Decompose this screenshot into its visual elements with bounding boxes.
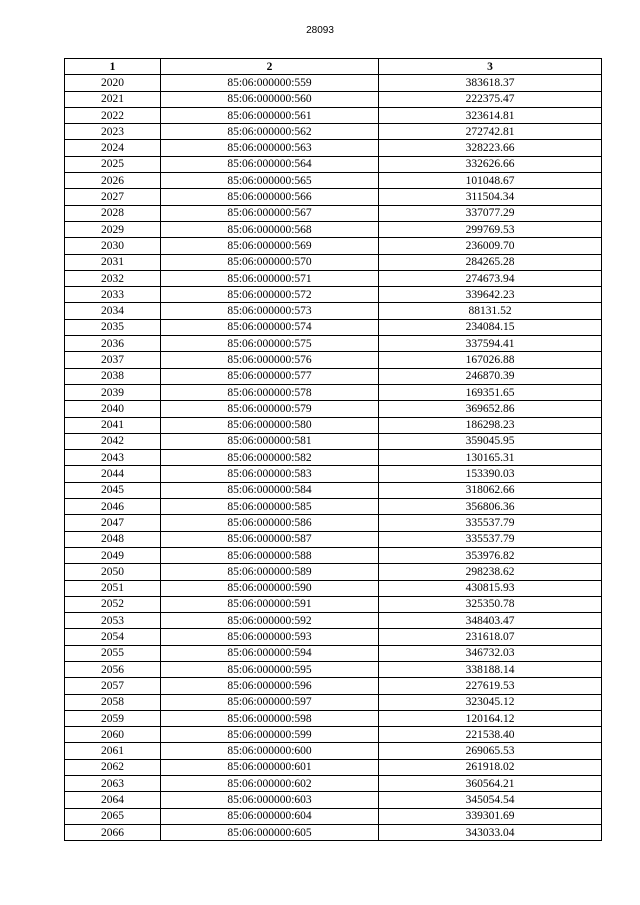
table-row [65,776,602,792]
cadastral-number-cell: 85:06:000000:583 [161,466,379,482]
row-number-cell: 2059 [65,710,161,726]
cadastral-number-cell: 85:06:000000:588 [161,547,379,563]
cadastral-number-cell: 85:06:000000:570 [161,254,379,270]
row-number-cell: 2057 [65,678,161,694]
value-cell: 274673.94 [379,270,602,286]
value-cell: 328223.66 [379,140,602,156]
cadastral-number-cell: 85:06:000000:567 [161,205,379,221]
row-number-cell: 2020 [65,75,161,91]
value-cell: 221538.40 [379,727,602,743]
cadastral-number-cell: 85:06:000000:579 [161,401,379,417]
row-number-cell: 2047 [65,515,161,531]
table-row [65,759,602,775]
table-row [65,270,602,286]
cadastral-number-cell: 85:06:000000:600 [161,743,379,759]
value-cell: 234084.15 [379,319,602,335]
table-row [65,352,602,368]
cadastral-number-cell: 85:06:000000:585 [161,499,379,515]
table-row [65,824,602,840]
row-number-cell: 2046 [65,499,161,515]
row-number-cell: 2041 [65,417,161,433]
row-number-cell: 2040 [65,401,161,417]
table-body [65,75,602,841]
cadastral-number-cell: 85:06:000000:576 [161,352,379,368]
row-number-cell: 2030 [65,238,161,254]
cadastral-number-cell: 85:06:000000:565 [161,173,379,189]
value-cell: 335537.79 [379,515,602,531]
table-row [65,629,602,645]
table-row [65,417,602,433]
table-row [65,645,602,661]
header-row [65,59,602,75]
row-number-cell: 2044 [65,466,161,482]
table-row [65,287,602,303]
cadastral-number-cell: 85:06:000000:575 [161,336,379,352]
value-cell: 284265.28 [379,254,602,270]
row-number-cell: 2026 [65,173,161,189]
cadastral-number-cell: 85:06:000000:572 [161,287,379,303]
table-row [65,189,602,205]
row-number-cell: 2043 [65,450,161,466]
column-header-1: 1 [65,59,161,75]
row-number-cell: 2052 [65,596,161,612]
cadastral-number-cell: 85:06:000000:562 [161,124,379,140]
value-cell: 227619.53 [379,678,602,694]
table-row [65,792,602,808]
table-row [65,221,602,237]
row-number-cell: 2060 [65,727,161,743]
row-number-cell: 2048 [65,531,161,547]
cadastral-number-cell: 85:06:000000:568 [161,221,379,237]
registry-table [64,58,602,841]
value-cell: 325350.78 [379,596,602,612]
value-cell: 269065.53 [379,743,602,759]
cadastral-number-cell: 85:06:000000:569 [161,238,379,254]
page-number: 28093 [306,25,334,36]
value-cell: 101048.67 [379,173,602,189]
row-number-cell: 2056 [65,661,161,677]
value-cell: 332626.66 [379,156,602,172]
value-cell: 323045.12 [379,694,602,710]
row-number-cell: 2061 [65,743,161,759]
cadastral-number-cell: 85:06:000000:597 [161,694,379,710]
row-number-cell: 2036 [65,336,161,352]
value-cell: 353976.82 [379,547,602,563]
value-cell: 246870.39 [379,368,602,384]
cadastral-number-cell: 85:06:000000:595 [161,661,379,677]
cadastral-number-cell: 85:06:000000:591 [161,596,379,612]
value-cell: 298238.62 [379,564,602,580]
row-number-cell: 2039 [65,384,161,400]
cadastral-number-cell: 85:06:000000:596 [161,678,379,694]
table-row [65,433,602,449]
cadastral-number-cell: 85:06:000000:592 [161,613,379,629]
row-number-cell: 2022 [65,107,161,123]
cadastral-number-cell: 85:06:000000:561 [161,107,379,123]
row-number-cell: 2055 [65,645,161,661]
row-number-cell: 2049 [65,547,161,563]
cadastral-number-cell: 85:06:000000:578 [161,384,379,400]
table-row [65,499,602,515]
row-number-cell: 2032 [65,270,161,286]
column-header-2: 2 [161,59,379,75]
cadastral-number-cell: 85:06:000000:560 [161,91,379,107]
table-row [65,564,602,580]
table-row [65,613,602,629]
value-cell: 261918.02 [379,759,602,775]
row-number-cell: 2023 [65,124,161,140]
cadastral-number-cell: 85:06:000000:580 [161,417,379,433]
table-row [65,808,602,824]
value-cell: 339301.69 [379,808,602,824]
cadastral-number-cell: 85:06:000000:590 [161,580,379,596]
value-cell: 346732.03 [379,645,602,661]
value-cell: 369652.86 [379,401,602,417]
row-number-cell: 2051 [65,580,161,596]
value-cell: 356806.36 [379,499,602,515]
value-cell: 130165.31 [379,450,602,466]
value-cell: 272742.81 [379,124,602,140]
table-row [65,710,602,726]
value-cell: 359045.95 [379,433,602,449]
value-cell: 153390.03 [379,466,602,482]
table-row [65,91,602,107]
value-cell: 311504.34 [379,189,602,205]
table-row [65,580,602,596]
cadastral-number-cell: 85:06:000000:586 [161,515,379,531]
table-row [65,107,602,123]
table-row [65,743,602,759]
value-cell: 88131.52 [379,303,602,319]
value-cell: 231618.07 [379,629,602,645]
row-number-cell: 2054 [65,629,161,645]
table-header [65,59,602,75]
row-number-cell: 2038 [65,368,161,384]
row-number-cell: 2058 [65,694,161,710]
value-cell: 360564.21 [379,776,602,792]
value-cell: 383618.37 [379,75,602,91]
cadastral-number-cell: 85:06:000000:581 [161,433,379,449]
row-number-cell: 2065 [65,808,161,824]
table-row [65,515,602,531]
cadastral-number-cell: 85:06:000000:559 [161,75,379,91]
row-number-cell: 2062 [65,759,161,775]
value-cell: 186298.23 [379,417,602,433]
row-number-cell: 2037 [65,352,161,368]
value-cell: 169351.65 [379,384,602,400]
row-number-cell: 2029 [65,221,161,237]
table-row [65,75,602,91]
row-number-cell: 2064 [65,792,161,808]
cadastral-number-cell: 85:06:000000:604 [161,808,379,824]
cadastral-number-cell: 85:06:000000:563 [161,140,379,156]
column-header-3: 3 [379,59,602,75]
cadastral-number-cell: 85:06:000000:598 [161,710,379,726]
cadastral-number-cell: 85:06:000000:573 [161,303,379,319]
cadastral-number-cell: 85:06:000000:564 [161,156,379,172]
table-row [65,547,602,563]
table-row [65,368,602,384]
table-row [65,531,602,547]
value-cell: 335537.79 [379,531,602,547]
table-row [65,466,602,482]
row-number-cell: 2031 [65,254,161,270]
table-row [65,238,602,254]
table-row [65,694,602,710]
table-row [65,140,602,156]
table-row [65,173,602,189]
cadastral-number-cell: 85:06:000000:594 [161,645,379,661]
table-row [65,124,602,140]
cadastral-number-cell: 85:06:000000:571 [161,270,379,286]
value-cell: 338188.14 [379,661,602,677]
row-number-cell: 2053 [65,613,161,629]
table-row [65,482,602,498]
row-number-cell: 2066 [65,824,161,840]
row-number-cell: 2034 [65,303,161,319]
row-number-cell: 2042 [65,433,161,449]
cadastral-number-cell: 85:06:000000:602 [161,776,379,792]
table-row [65,596,602,612]
table-row [65,319,602,335]
table-row [65,401,602,417]
row-number-cell: 2028 [65,205,161,221]
row-number-cell: 2021 [65,91,161,107]
value-cell: 167026.88 [379,352,602,368]
row-number-cell: 2063 [65,776,161,792]
row-number-cell: 2035 [65,319,161,335]
value-cell: 343033.04 [379,824,602,840]
cadastral-number-cell: 85:06:000000:599 [161,727,379,743]
row-number-cell: 2025 [65,156,161,172]
value-cell: 337077.29 [379,205,602,221]
table-row [65,661,602,677]
cadastral-number-cell: 85:06:000000:582 [161,450,379,466]
value-cell: 222375.47 [379,91,602,107]
value-cell: 236009.70 [379,238,602,254]
value-cell: 318062.66 [379,482,602,498]
table-row [65,384,602,400]
row-number-cell: 2045 [65,482,161,498]
cadastral-number-cell: 85:06:000000:584 [161,482,379,498]
table-row [65,727,602,743]
cadastral-number-cell: 85:06:000000:603 [161,792,379,808]
value-cell: 323614.81 [379,107,602,123]
row-number-cell: 2024 [65,140,161,156]
table-row [65,156,602,172]
cadastral-number-cell: 85:06:000000:566 [161,189,379,205]
value-cell: 430815.93 [379,580,602,596]
row-number-cell: 2027 [65,189,161,205]
table-row [65,254,602,270]
cadastral-number-cell: 85:06:000000:605 [161,824,379,840]
cadastral-number-cell: 85:06:000000:574 [161,319,379,335]
cadastral-number-cell: 85:06:000000:593 [161,629,379,645]
cadastral-number-cell: 85:06:000000:587 [161,531,379,547]
table-row [65,303,602,319]
row-number-cell: 2050 [65,564,161,580]
table-row [65,450,602,466]
row-number-cell: 2033 [65,287,161,303]
value-cell: 345054.54 [379,792,602,808]
value-cell: 337594.41 [379,336,602,352]
value-cell: 339642.23 [379,287,602,303]
table-row [65,205,602,221]
table-row [65,678,602,694]
cadastral-number-cell: 85:06:000000:577 [161,368,379,384]
table-row [65,336,602,352]
cadastral-number-cell: 85:06:000000:601 [161,759,379,775]
value-cell: 348403.47 [379,613,602,629]
value-cell: 299769.53 [379,221,602,237]
cadastral-number-cell: 85:06:000000:589 [161,564,379,580]
value-cell: 120164.12 [379,710,602,726]
